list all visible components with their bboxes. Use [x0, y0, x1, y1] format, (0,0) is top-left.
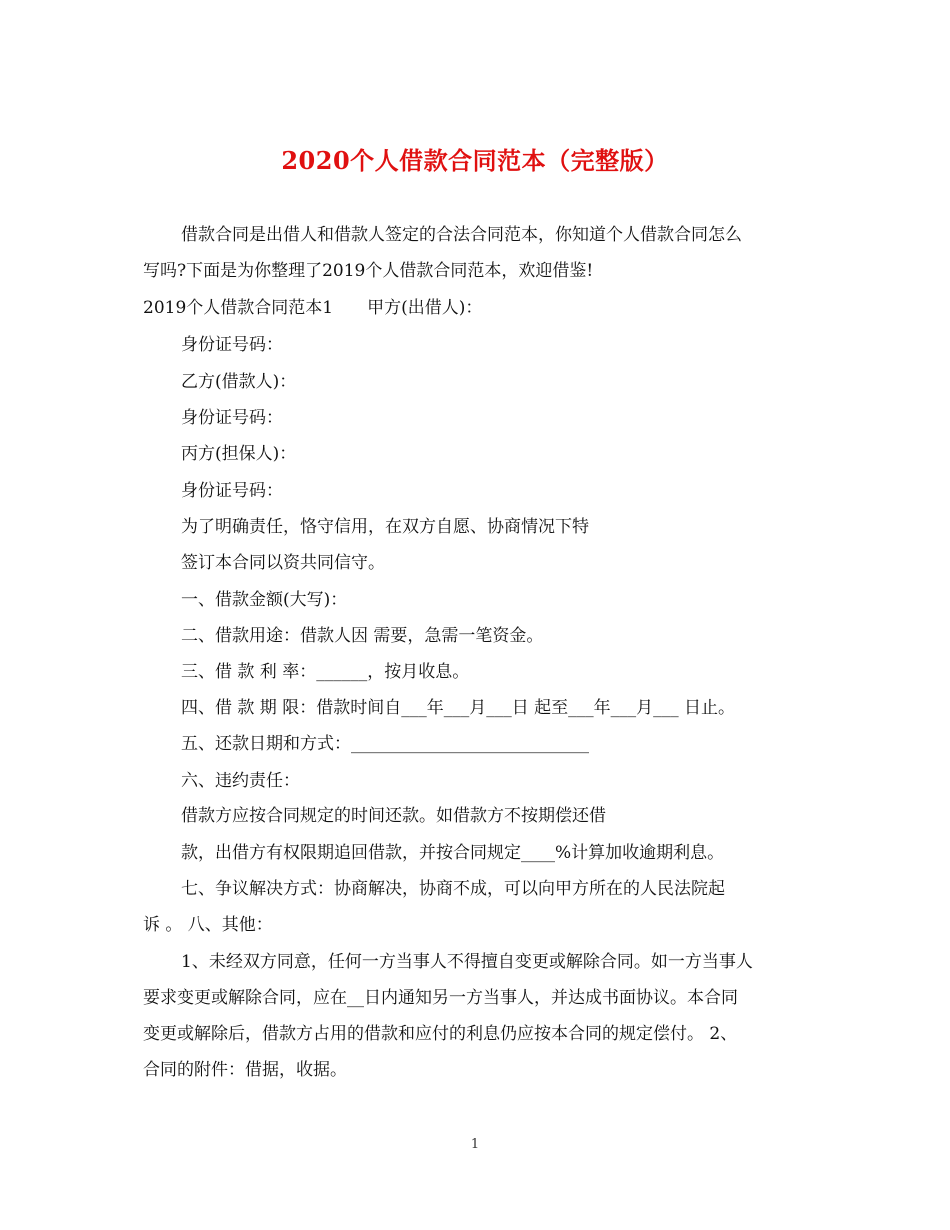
body-line-6: 身份证号码： — [181, 408, 283, 428]
body-line-2: 写吗?下面是为你整理了2019个人借款合同范本，欢迎借鉴! — [143, 261, 594, 281]
body-line-15: 五、还款日期和方式：____________________________ — [181, 734, 589, 754]
body-line-18: 款，出借方有权限期追回借款，并按合同规定____%计算加收逾期利息。 — [181, 843, 725, 863]
page-number: 1 — [470, 1137, 480, 1152]
body-line-5: 乙方(借款人)： — [181, 372, 297, 392]
body-line-22: 要求变更或解除合同，应在__日内通知另一方当事人，并达成书面协议。本合同 — [143, 988, 738, 1008]
body-line-9: 为了明确责任，恪守信用，在双方自愿、协商情况下特 — [181, 517, 589, 537]
body-line-11: 一、借款金额(大写)： — [181, 590, 348, 610]
body-line-8: 身份证号码： — [181, 481, 283, 501]
body-line-23: 变更或解除后，借款方占用的借款和应付的利息仍应按本合同的规定偿付。 2、 — [143, 1024, 738, 1044]
body-line-12: 二、借款用途：借款人因 需要，急需一笔资金。 — [181, 626, 544, 646]
body-line-17: 借款方应按合同规定的时间还款。如借款方不按期偿还借 — [181, 806, 606, 826]
body-line-3: 2019个人借款合同范本1 甲方(出借人)： — [143, 298, 483, 318]
body-line-1: 借款合同是出借人和借款人签定的合法合同范本，你知道个人借款合同怎么 — [181, 225, 742, 245]
body-line-13: 三、借 款 利 率：______，按月收息。 — [181, 662, 470, 682]
body-line-24: 合同的附件：借据，收据。 — [143, 1060, 347, 1080]
body-line-19: 七、争议解决方式：协商解决，协商不成，可以向甲方所在的人民法院起 — [181, 879, 725, 899]
body-line-7: 丙方(担保人)： — [181, 444, 297, 464]
document-title: 2020个人借款合同范本（完整版） — [281, 146, 669, 175]
body-line-21: 1、未经双方同意，任何一方当事人不得擅自变更或解除合同。如一方当事人 — [181, 952, 753, 972]
body-line-14: 四、借 款 期 限：借款时间自___年___月___日 起至___年___月___ 日止。 — [181, 698, 736, 718]
body-line-16: 六、违约责任： — [181, 771, 300, 791]
body-line-10: 签订本合同以资共同信守。 — [181, 553, 385, 573]
body-line-4: 身份证号码： — [181, 335, 283, 355]
body-line-20: 诉 。 八、其他： — [143, 915, 273, 935]
